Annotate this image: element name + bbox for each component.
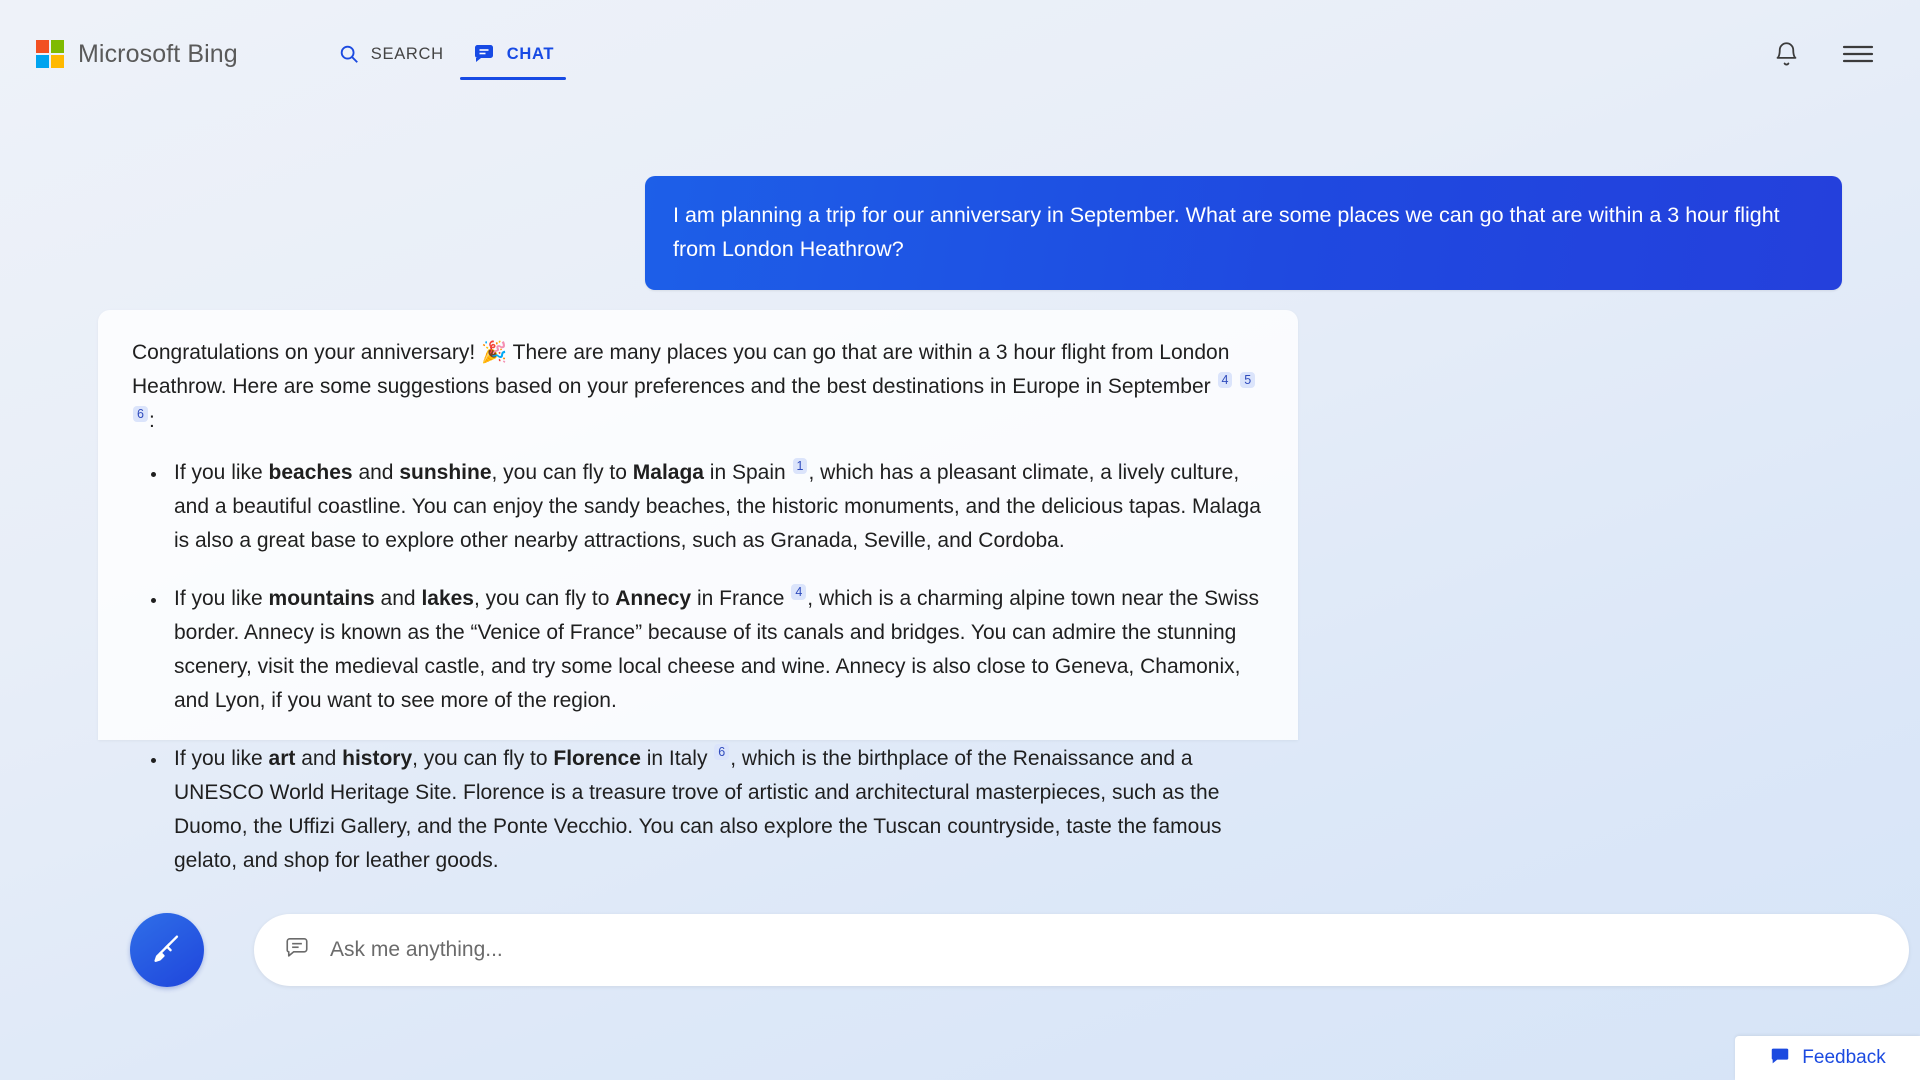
- user-message-bubble: I am planning a trip for our anniversary in September. What are some places we can go that are within a 3 hour flight from London Heathrow?: [645, 176, 1842, 290]
- bullet-keyword: sunshine: [399, 461, 492, 484]
- nav-item-search[interactable]: [324, 0, 458, 108]
- bell-icon[interactable]: [1773, 41, 1800, 68]
- microsoft-logo-icon: [36, 40, 64, 68]
- bullet-keyword: beaches: [268, 461, 353, 484]
- chat-composer: [0, 902, 1920, 998]
- feedback-icon: [1769, 1045, 1791, 1072]
- bullet-country: in Italy: [640, 747, 714, 770]
- citation-chip[interactable]: 6: [714, 744, 729, 760]
- bullet-destination: Florence: [553, 747, 641, 770]
- bullet-tail: , which has a pleasant climate, a lively culture, and a beautiful coastline. You can enjoy the sandy beaches, the historic monuments, and the delicious tapas. Malaga is also a great base to explore other nearby attractions, such as Granada, Seville, and Cordoba.: [174, 461, 1261, 552]
- bullet-mid: and: [374, 587, 422, 610]
- citation-chip[interactable]: 4: [1218, 372, 1233, 388]
- list-item: [168, 456, 1264, 558]
- search-input[interactable]: [328, 937, 1879, 963]
- chat-bubble-icon: [472, 42, 496, 66]
- bullet-mid: and: [295, 747, 343, 770]
- brand-name: Microsoft Bing: [78, 39, 238, 68]
- nav-item-search-label: SEARCH: [370, 44, 444, 63]
- feedback-button[interactable]: [1735, 1036, 1920, 1080]
- bullet-country: in Spain: [703, 461, 792, 484]
- bullet-lead: If you like: [174, 587, 269, 610]
- bullet-keyword: history: [342, 747, 413, 770]
- bullet-mid: and: [352, 461, 400, 484]
- header-actions: [1773, 41, 1886, 68]
- bullet-lead: If you like: [174, 461, 269, 484]
- bullet-mid: , you can fly to: [412, 747, 554, 770]
- chat-bubble-icon: [284, 935, 310, 966]
- citation-chip[interactable]: 4: [791, 584, 806, 600]
- assistant-intro-text: Congratulations on your anniversary! 🎉 There are many places you can go that are within a 3 hour flight from London Heathrow. Here are some suggestions based on your preferences and the best destinations in Europe in September: [132, 341, 1230, 398]
- bullet-tail: , which is the birthplace of the Renaissance and a UNESCO World Heritage Site. Florence is a treasure trove of artistic and architectural masterpieces, such as the Duomo, the Uffizi Gallery, and the Ponte Vecchio. You can also explore the Tuscan countryside, taste the famous gelato, and shop for leather goods.: [174, 747, 1222, 872]
- assistant-message-bubble: [98, 310, 1298, 872]
- bullet-lead: If you like: [174, 747, 269, 770]
- nav-item-chat[interactable]: [458, 0, 568, 108]
- suggestion-list: [132, 456, 1264, 878]
- chat-input-container[interactable]: [254, 914, 1909, 986]
- search-icon: [338, 43, 360, 65]
- broom-icon: [150, 931, 184, 970]
- bullet-destination: Malaga: [632, 461, 704, 484]
- bullet-mid: , you can fly to: [474, 587, 616, 610]
- bing-logo[interactable]: [36, 40, 238, 69]
- bullet-keyword: lakes: [421, 587, 474, 610]
- assistant-intro-paragraph: [132, 336, 1264, 438]
- assistant-intro-colon: :: [148, 409, 155, 432]
- bullet-mid: , you can fly to: [491, 461, 633, 484]
- citation-chip[interactable]: 5: [1240, 372, 1255, 388]
- top-header: [0, 0, 1920, 108]
- feedback-label: Feedback: [1802, 1047, 1886, 1068]
- citation-chip[interactable]: 6: [133, 406, 148, 422]
- nav-item-chat-label: CHAT: [506, 44, 555, 63]
- header-nav: [324, 0, 568, 108]
- chat-transcript: [0, 150, 1920, 900]
- bullet-tail: , which is a charming alpine town near the Swiss border. Annecy is known as the “Venice of France” because of its canals and bridges. You can admire the stunning scenery, visit the medieval castle, and try some local cheese and wine. Annecy is also close to Geneva, Chamonix, and Lyon, if you want to see more of the region.: [174, 587, 1259, 712]
- citation-chip[interactable]: 1: [793, 458, 808, 474]
- bullet-destination: Annecy: [615, 587, 692, 610]
- new-topic-button[interactable]: [130, 913, 204, 987]
- hamburger-menu-icon[interactable]: [1842, 42, 1874, 66]
- list-item: [168, 742, 1264, 878]
- list-item: [168, 582, 1264, 718]
- bullet-country: in France: [691, 587, 791, 610]
- bullet-keyword: art: [268, 747, 296, 770]
- bullet-keyword: mountains: [268, 587, 375, 610]
